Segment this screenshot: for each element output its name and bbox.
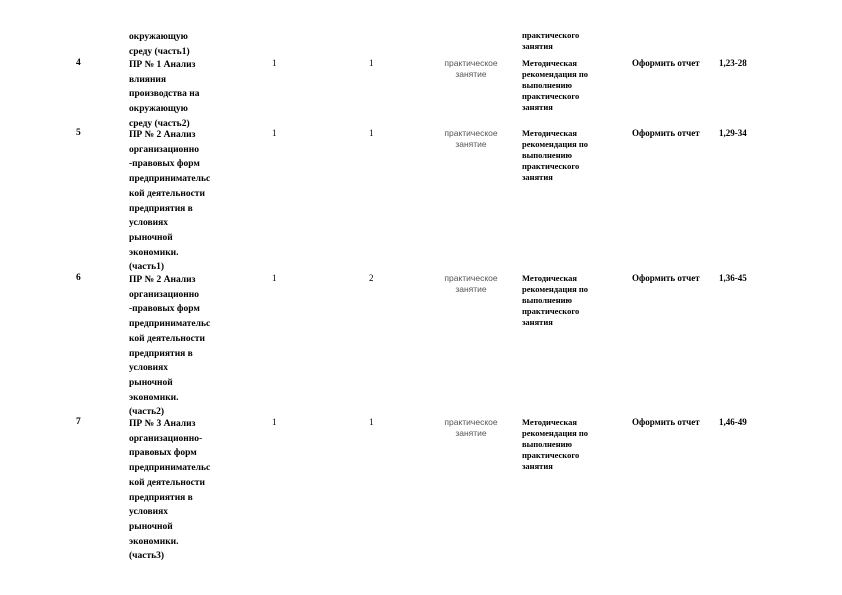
topic-cell: [129, 273, 239, 420]
method-line: рекомендация по: [522, 284, 589, 294]
method-line: Методическая: [522, 58, 578, 68]
row-number: 7: [76, 417, 81, 427]
topic-line: организационно: [129, 289, 200, 300]
method-line: выполнению: [522, 439, 572, 449]
row-number: 6: [76, 273, 81, 283]
topic-line: (часть2): [129, 407, 165, 418]
hours-practice: 2: [369, 273, 374, 283]
topic-line: экономики.: [129, 247, 179, 258]
method-line: рекомендация по: [522, 69, 589, 79]
topic-line: влияния: [129, 74, 167, 85]
topic-line: организационно: [129, 144, 200, 155]
method-line: практического: [522, 91, 580, 101]
literature-pages: 1,29-34: [719, 128, 747, 138]
topic-line: экономики.: [129, 392, 179, 403]
lesson-type: [436, 58, 506, 80]
topic-line: -правовых форм: [129, 159, 200, 170]
method-line: Методическая: [522, 273, 578, 283]
topic-line: организационно-: [129, 433, 203, 444]
literature-pages: 1,46-49: [719, 417, 747, 427]
method-line: практического: [522, 30, 580, 40]
method-line: выполнению: [522, 295, 572, 305]
homework-task: Оформить отчет: [632, 273, 700, 283]
method-cell: [522, 58, 622, 113]
method-cell: [522, 30, 622, 52]
hours-theory: 1: [272, 273, 277, 283]
type-line: занятие: [455, 69, 487, 79]
topic-line: предприятия в: [129, 348, 193, 359]
method-cell: [522, 417, 622, 472]
topic-line: рыночной: [129, 232, 173, 243]
row-number: 5: [76, 128, 81, 138]
topic-line: условиях: [129, 507, 169, 518]
topic-line: среду (часть2): [129, 118, 190, 129]
hours-theory: 1: [272, 417, 277, 427]
type-line: практическое: [444, 128, 498, 138]
literature-pages: 1,23-28: [719, 58, 747, 68]
topic-line: предпринимательс: [129, 174, 211, 185]
topic-line: правовых форм: [129, 448, 197, 459]
topic-line: кой деятельности: [129, 477, 205, 488]
method-line: Методическая: [522, 128, 578, 138]
method-line: Методическая: [522, 417, 578, 427]
method-line: занятия: [522, 41, 553, 51]
topic-line: производства на: [129, 89, 200, 100]
topic-line: ПР № 2 Анализ: [129, 275, 196, 285]
homework-task: Оформить отчет: [632, 128, 700, 138]
type-line: занятие: [455, 139, 487, 149]
literature-pages: 1,36-45: [719, 273, 747, 283]
topic-line: условиях: [129, 218, 169, 229]
topic-line: среду (часть1): [129, 46, 190, 57]
topic-line: ПР № 2 Анализ: [129, 130, 196, 140]
topic-line: -правовых форм: [129, 304, 200, 315]
lesson-type: [436, 128, 506, 150]
topic-line: предпринимательс: [129, 319, 211, 330]
topic-line: рыночной: [129, 521, 173, 532]
topic-line: предприятия в: [129, 492, 193, 503]
topic-cell: [129, 30, 239, 59]
type-line: занятие: [455, 428, 487, 438]
method-line: выполнению: [522, 80, 572, 90]
topic-line: (часть3): [129, 551, 165, 562]
method-cell: [522, 273, 622, 328]
topic-line: окружающую: [129, 104, 188, 115]
method-line: занятия: [522, 172, 553, 182]
method-line: практического: [522, 450, 580, 460]
type-line: занятие: [455, 284, 487, 294]
lesson-type: [436, 273, 506, 295]
topic-line: (часть1): [129, 262, 165, 273]
method-line: занятия: [522, 461, 553, 471]
topic-line: предприятия в: [129, 203, 193, 214]
topic-line: рыночной: [129, 377, 173, 388]
hours-theory: 1: [272, 128, 277, 138]
method-cell: [522, 128, 622, 183]
method-line: выполнению: [522, 150, 572, 160]
topic-cell: [129, 58, 239, 132]
topic-line: кой деятельности: [129, 188, 205, 199]
topic-line: кой деятельности: [129, 333, 205, 344]
method-line: рекомендация по: [522, 139, 589, 149]
topic-line: ПР № 1 Анализ: [129, 60, 196, 70]
lesson-type: [436, 417, 506, 439]
hours-practice: 1: [369, 58, 374, 68]
homework-task: Оформить отчет: [632, 58, 700, 68]
topic-cell: [129, 128, 239, 275]
method-line: практического: [522, 306, 580, 316]
row-number: 4: [76, 58, 81, 68]
hours-practice: 1: [369, 128, 374, 138]
homework-task: Оформить отчет: [632, 417, 700, 427]
method-line: занятия: [522, 317, 553, 327]
method-line: занятия: [522, 102, 553, 112]
type-line: практическое: [444, 58, 498, 68]
topic-line: окружающую: [129, 32, 188, 42]
topic-cell: [129, 417, 239, 564]
method-line: рекомендация по: [522, 428, 589, 438]
topic-line: предпринимательс: [129, 463, 211, 474]
type-line: практическое: [444, 273, 498, 283]
topic-line: экономики.: [129, 536, 179, 547]
hours-practice: 1: [369, 417, 374, 427]
method-line: практического: [522, 161, 580, 171]
hours-theory: 1: [272, 58, 277, 68]
topic-line: ПР № 3 Анализ: [129, 419, 196, 429]
topic-line: условиях: [129, 363, 169, 374]
type-line: практическое: [444, 417, 498, 427]
